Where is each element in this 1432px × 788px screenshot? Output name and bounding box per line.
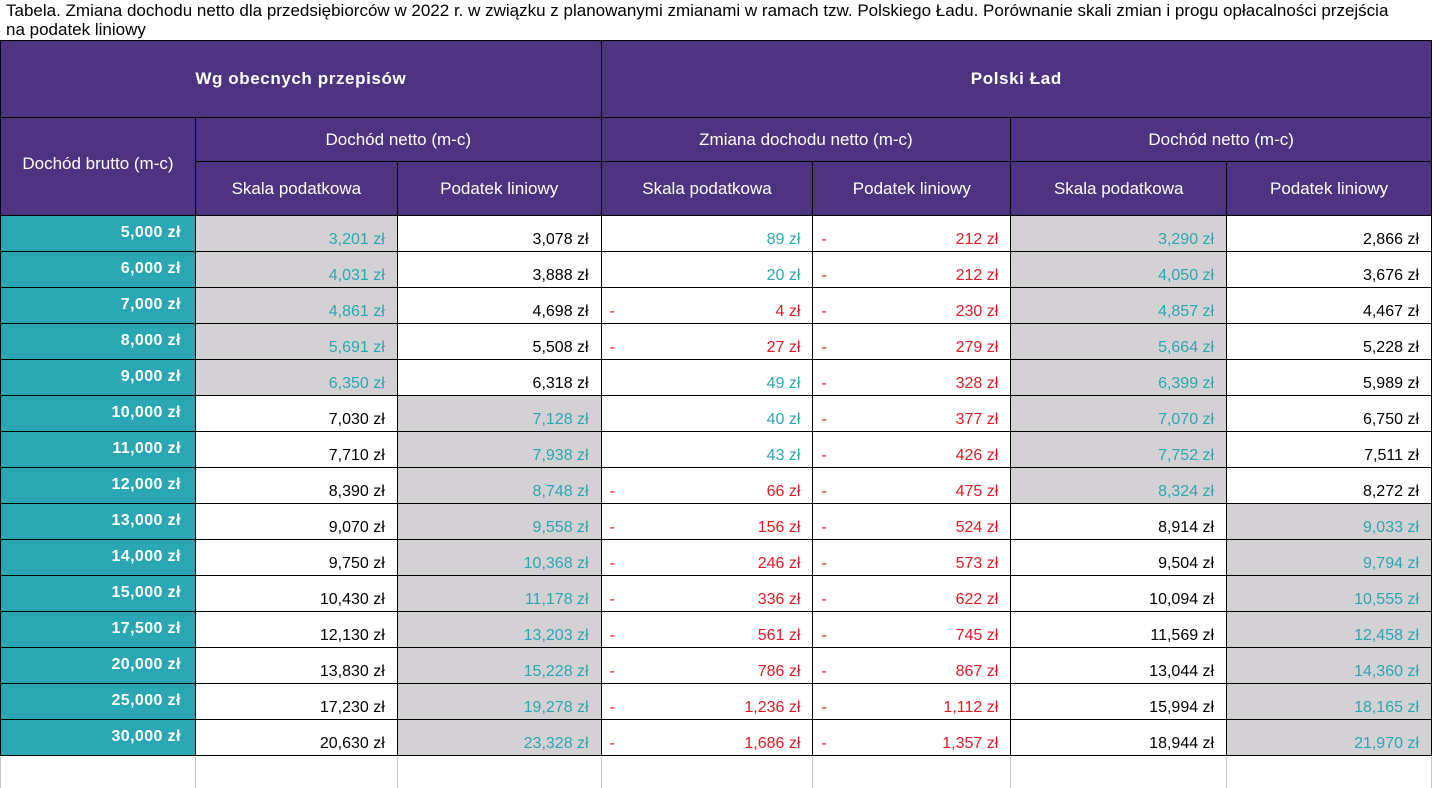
cell-value: 15,228 zł xyxy=(523,663,589,680)
current-linear-cell xyxy=(397,216,601,252)
gross-income-cell: 14,000 zł xyxy=(1,540,196,576)
empty-cell xyxy=(397,756,601,788)
sign-marker: - xyxy=(821,519,827,536)
subheader-linear-current: Podatek liniowy xyxy=(397,162,601,216)
cell-value: 6,750 zł xyxy=(1362,411,1419,428)
change-scale-cell xyxy=(601,432,813,468)
sign-marker: - xyxy=(609,735,615,752)
change-scale-cell xyxy=(601,540,813,576)
polski-lad-scale-cell xyxy=(1011,504,1227,540)
polski-lad-linear-cell xyxy=(1227,504,1432,540)
change-scale-cell xyxy=(601,684,813,720)
subheader-linear-change: Podatek liniowy xyxy=(813,162,1011,216)
change-linear-cell xyxy=(813,612,1011,648)
empty-row xyxy=(1,756,1432,788)
change-linear-cell xyxy=(813,684,1011,720)
cell-value: 20,630 zł xyxy=(319,735,385,752)
cell-value: 10,555 zł xyxy=(1354,591,1419,608)
gross-income-cell: 13,000 zł xyxy=(1,504,196,540)
polski-lad-scale-cell xyxy=(1011,468,1227,504)
sign-marker: - xyxy=(821,231,827,248)
gross-income-cell: 10,000 zł xyxy=(1,396,196,432)
change-scale-cell xyxy=(601,324,813,360)
polski-lad-linear-cell xyxy=(1227,360,1432,396)
cell-value: 4,467 zł xyxy=(1362,303,1419,320)
change-scale-cell xyxy=(601,720,813,756)
sign-marker: - xyxy=(609,303,615,320)
change-linear-cell xyxy=(813,468,1011,504)
income-table xyxy=(0,40,1432,788)
sign-marker: - xyxy=(821,303,827,320)
cell-value: 230 zł xyxy=(955,303,999,320)
cell-value: 49 zł xyxy=(766,375,801,392)
cell-value: 786 zł xyxy=(757,663,801,680)
cell-value: 4,031 zł xyxy=(328,267,385,284)
current-scale-cell xyxy=(195,684,397,720)
cell-value: 12,130 zł xyxy=(319,627,385,644)
sign-marker: - xyxy=(609,663,615,680)
cell-value: 745 zł xyxy=(955,627,999,644)
sign-marker: - xyxy=(821,447,827,464)
gross-income-cell: 6,000 zł xyxy=(1,252,196,288)
change-linear-cell xyxy=(813,324,1011,360)
change-scale-cell xyxy=(601,216,813,252)
cell-value: 7,511 zł xyxy=(1364,447,1419,464)
current-linear-cell xyxy=(397,360,601,396)
cell-value: 212 zł xyxy=(955,231,999,248)
change-linear-cell xyxy=(813,504,1011,540)
current-linear-cell xyxy=(397,684,601,720)
cell-value: 4 zł xyxy=(775,303,801,320)
cell-value: 15,994 zł xyxy=(1149,699,1215,716)
cell-value: 1,236 zł xyxy=(744,699,801,716)
polski-lad-linear-cell xyxy=(1227,324,1432,360)
polski-lad-scale-cell xyxy=(1011,648,1227,684)
cell-value: 4,857 zł xyxy=(1158,303,1215,320)
current-linear-cell xyxy=(397,504,601,540)
cell-value: 9,070 zł xyxy=(328,519,385,536)
table-row xyxy=(1,576,1432,612)
cell-value: 10,430 zł xyxy=(319,591,385,608)
current-linear-cell xyxy=(397,648,601,684)
header-net-income-current: Dochód netto (m-c) xyxy=(195,118,601,162)
current-scale-cell xyxy=(195,360,397,396)
cell-value: 6,350 zł xyxy=(328,375,385,392)
polski-lad-linear-cell xyxy=(1227,252,1432,288)
cell-value: 5,664 zł xyxy=(1158,339,1215,356)
change-scale-cell xyxy=(601,612,813,648)
cell-value: 1,357 zł xyxy=(942,735,999,752)
table-row xyxy=(1,612,1432,648)
polski-lad-linear-cell xyxy=(1227,648,1432,684)
table-row xyxy=(1,216,1432,252)
empty-cell xyxy=(601,756,813,788)
cell-value: 4,698 zł xyxy=(532,303,589,320)
change-linear-cell xyxy=(813,360,1011,396)
current-scale-cell xyxy=(195,288,397,324)
current-scale-cell xyxy=(195,540,397,576)
gross-income-cell: 8,000 zł xyxy=(1,324,196,360)
gross-income-cell: 20,000 zł xyxy=(1,648,196,684)
current-linear-cell xyxy=(397,288,601,324)
cell-value: 4,861 zł xyxy=(328,303,385,320)
cell-value: 8,748 zł xyxy=(532,483,589,500)
polski-lad-scale-cell xyxy=(1011,252,1227,288)
current-linear-cell xyxy=(397,540,601,576)
subheader-scale-current: Skala podatkowa xyxy=(195,162,397,216)
cell-value: 867 zł xyxy=(955,663,999,680)
cell-value: 6,318 zł xyxy=(532,375,589,392)
gross-income-cell: 9,000 zł xyxy=(1,360,196,396)
polski-lad-linear-cell xyxy=(1227,216,1432,252)
change-scale-cell xyxy=(601,468,813,504)
current-linear-cell xyxy=(397,720,601,756)
cell-value: 5,989 zł xyxy=(1362,375,1419,392)
cell-value: 5,508 zł xyxy=(532,339,589,356)
polski-lad-linear-cell xyxy=(1227,576,1432,612)
cell-value: 9,750 zł xyxy=(328,555,385,572)
table-row xyxy=(1,432,1432,468)
change-scale-cell xyxy=(601,360,813,396)
sign-marker: - xyxy=(609,519,615,536)
current-scale-cell xyxy=(195,396,397,432)
empty-cell xyxy=(813,756,1011,788)
polski-lad-scale-cell xyxy=(1011,396,1227,432)
cell-value: 426 zł xyxy=(955,447,999,464)
cell-value: 13,203 zł xyxy=(523,627,589,644)
cell-value: 3,078 zł xyxy=(532,231,589,248)
current-linear-cell xyxy=(397,252,601,288)
sign-marker: - xyxy=(821,591,827,608)
cell-value: 89 zł xyxy=(766,231,801,248)
table-row xyxy=(1,648,1432,684)
polski-lad-linear-cell xyxy=(1227,288,1432,324)
change-scale-cell xyxy=(601,396,813,432)
polski-lad-scale-cell xyxy=(1011,216,1227,252)
sign-marker: - xyxy=(609,339,615,356)
current-scale-cell xyxy=(195,720,397,756)
cell-value: 328 zł xyxy=(955,375,999,392)
current-scale-cell xyxy=(195,648,397,684)
sign-marker: - xyxy=(609,555,615,572)
cell-value: 3,290 zł xyxy=(1158,231,1215,248)
cell-value: 6,399 zł xyxy=(1158,375,1215,392)
table-row xyxy=(1,540,1432,576)
cell-value: 11,178 zł xyxy=(524,591,589,608)
sign-marker: - xyxy=(821,627,827,644)
cell-value: 18,944 zł xyxy=(1149,735,1215,752)
cell-value: 1,686 zł xyxy=(744,735,801,752)
cell-value: 17,230 zł xyxy=(319,699,385,716)
current-linear-cell xyxy=(397,396,601,432)
cell-value: 12,458 zł xyxy=(1354,627,1419,644)
cell-value: 561 zł xyxy=(757,627,801,644)
cell-value: 4,050 zł xyxy=(1158,267,1215,284)
change-linear-cell xyxy=(813,288,1011,324)
header-gross-income: Dochód brutto (m-c) xyxy=(1,118,196,216)
polski-lad-scale-cell xyxy=(1011,612,1227,648)
polski-lad-scale-cell xyxy=(1011,540,1227,576)
cell-value: 7,710 zł xyxy=(328,447,385,464)
cell-value: 377 zł xyxy=(955,411,999,428)
table-row xyxy=(1,684,1432,720)
table-caption: Tabela. Zmiana dochodu netto dla przedsiębiorców w 2022 r. w związku z planowanymi zmianami w ramach tzw. Polskiego Ładu. Porównanie skali zmian i progu opłacalności przejścia na podatek liniowy xyxy=(6,1,1389,39)
cell-value: 3,201 zł xyxy=(328,231,385,248)
header-polski-lad: Polski Ład xyxy=(601,41,1431,118)
cell-value: 279 zł xyxy=(955,339,999,356)
cell-value: 8,914 zł xyxy=(1158,519,1215,536)
change-linear-cell xyxy=(813,576,1011,612)
sign-marker: - xyxy=(821,375,827,392)
cell-value: 8,272 zł xyxy=(1362,483,1419,500)
polski-lad-linear-cell xyxy=(1227,432,1432,468)
empty-cell xyxy=(1,756,196,788)
cell-value: 18,165 zł xyxy=(1354,699,1419,716)
cell-value: 1,112 zł xyxy=(943,699,999,716)
table-row xyxy=(1,504,1432,540)
cell-value: 19,278 zł xyxy=(523,699,589,716)
cell-value: 5,691 zł xyxy=(328,339,385,356)
change-scale-cell xyxy=(601,288,813,324)
cell-value: 336 zł xyxy=(757,591,801,608)
empty-cell xyxy=(195,756,397,788)
cell-value: 21,970 zł xyxy=(1354,735,1419,752)
current-scale-cell xyxy=(195,576,397,612)
polski-lad-linear-cell xyxy=(1227,612,1432,648)
cell-value: 212 zł xyxy=(955,267,999,284)
cell-value: 156 zł xyxy=(757,519,801,536)
change-linear-cell xyxy=(813,540,1011,576)
change-linear-cell xyxy=(813,648,1011,684)
header-net-income-polski-lad: Dochód netto (m-c) xyxy=(1011,118,1432,162)
polski-lad-scale-cell xyxy=(1011,684,1227,720)
sign-marker: - xyxy=(821,555,827,572)
subheader-scale-change: Skala podatkowa xyxy=(601,162,813,216)
change-linear-cell xyxy=(813,252,1011,288)
sign-marker: - xyxy=(821,663,827,680)
cell-value: 43 zł xyxy=(766,447,801,464)
change-linear-cell xyxy=(813,432,1011,468)
sign-marker: - xyxy=(609,699,615,716)
cell-value: 8,324 zł xyxy=(1158,483,1215,500)
cell-value: 246 zł xyxy=(757,555,801,572)
sign-marker: - xyxy=(821,267,827,284)
table-row xyxy=(1,468,1432,504)
subheader-scale-polski-lad: Skala podatkowa xyxy=(1011,162,1227,216)
sign-marker: - xyxy=(821,699,827,716)
polski-lad-linear-cell xyxy=(1227,720,1432,756)
cell-value: 23,328 zł xyxy=(523,735,589,752)
cell-value: 5,228 zł xyxy=(1362,339,1419,356)
polski-lad-scale-cell xyxy=(1011,720,1227,756)
gross-income-cell: 5,000 zł xyxy=(1,216,196,252)
polski-lad-linear-cell xyxy=(1227,540,1432,576)
cell-value: 9,504 zł xyxy=(1158,555,1215,572)
current-scale-cell xyxy=(195,252,397,288)
table-row xyxy=(1,324,1432,360)
gross-income-cell: 30,000 zł xyxy=(1,720,196,756)
cell-value: 10,094 zł xyxy=(1149,591,1215,608)
header-net-change: Zmiana dochodu netto (m-c) xyxy=(601,118,1011,162)
change-linear-cell xyxy=(813,396,1011,432)
change-scale-cell xyxy=(601,576,813,612)
table-row xyxy=(1,360,1432,396)
cell-value: 475 zł xyxy=(955,483,999,500)
current-linear-cell xyxy=(397,324,601,360)
cell-value: 20 zł xyxy=(766,267,801,284)
current-scale-cell xyxy=(195,324,397,360)
cell-value: 2,866 zł xyxy=(1362,231,1419,248)
table-row xyxy=(1,252,1432,288)
change-scale-cell xyxy=(601,252,813,288)
gross-income-cell: 15,000 zł xyxy=(1,576,196,612)
cell-value: 27 zł xyxy=(766,339,801,356)
polski-lad-scale-cell xyxy=(1011,360,1227,396)
cell-value: 13,044 zł xyxy=(1149,663,1215,680)
change-scale-cell xyxy=(601,648,813,684)
sign-marker: - xyxy=(821,483,827,500)
cell-value: 14,360 zł xyxy=(1354,663,1419,680)
cell-value: 9,033 zł xyxy=(1362,519,1419,536)
cell-value: 40 zł xyxy=(766,411,801,428)
gross-income-cell: 11,000 zł xyxy=(1,432,196,468)
sign-marker: - xyxy=(821,735,827,752)
current-scale-cell xyxy=(195,468,397,504)
polski-lad-linear-cell xyxy=(1227,468,1432,504)
cell-value: 622 zł xyxy=(955,591,999,608)
polski-lad-linear-cell xyxy=(1227,396,1432,432)
cell-value: 8,390 zł xyxy=(328,483,385,500)
subheader-linear-polski-lad: Podatek liniowy xyxy=(1227,162,1432,216)
cell-value: 13,830 zł xyxy=(319,663,385,680)
gross-income-cell: 17,500 zł xyxy=(1,612,196,648)
cell-value: 9,558 zł xyxy=(532,519,589,536)
sign-marker: - xyxy=(609,483,615,500)
change-scale-cell xyxy=(601,504,813,540)
current-scale-cell xyxy=(195,504,397,540)
current-linear-cell xyxy=(397,468,601,504)
cell-value: 524 zł xyxy=(955,519,999,536)
current-linear-cell xyxy=(397,612,601,648)
polski-lad-scale-cell xyxy=(1011,288,1227,324)
polski-lad-linear-cell xyxy=(1227,684,1432,720)
cell-value: 7,128 zł xyxy=(532,411,589,428)
cell-value: 573 zł xyxy=(955,555,999,572)
polski-lad-scale-cell xyxy=(1011,324,1227,360)
sign-marker: - xyxy=(609,591,615,608)
cell-value: 9,794 zł xyxy=(1362,555,1419,572)
table-row xyxy=(1,720,1432,756)
sign-marker: - xyxy=(821,339,827,356)
current-scale-cell xyxy=(195,216,397,252)
cell-value: 66 zł xyxy=(766,483,801,500)
table-row xyxy=(1,288,1432,324)
polski-lad-scale-cell xyxy=(1011,576,1227,612)
cell-value: 7,752 zł xyxy=(1158,447,1215,464)
cell-value: 7,938 zł xyxy=(532,447,589,464)
cell-value: 7,030 zł xyxy=(328,411,385,428)
current-linear-cell xyxy=(397,576,601,612)
cell-value: 10,368 zł xyxy=(523,555,589,572)
sign-marker: - xyxy=(821,411,827,428)
cell-value: 3,888 zł xyxy=(532,267,589,284)
empty-cell xyxy=(1011,756,1227,788)
change-linear-cell xyxy=(813,720,1011,756)
cell-value: 11,569 zł xyxy=(1150,627,1215,644)
sign-marker: - xyxy=(609,627,615,644)
empty-cell xyxy=(1227,756,1432,788)
cell-value: 7,070 zł xyxy=(1158,411,1215,428)
current-linear-cell xyxy=(397,432,601,468)
cell-value: 3,676 zł xyxy=(1362,267,1419,284)
gross-income-cell: 25,000 zł xyxy=(1,684,196,720)
gross-income-cell: 7,000 zł xyxy=(1,288,196,324)
change-linear-cell xyxy=(813,216,1011,252)
polski-lad-scale-cell xyxy=(1011,432,1227,468)
gross-income-cell: 12,000 zł xyxy=(1,468,196,504)
current-scale-cell xyxy=(195,432,397,468)
table-row xyxy=(1,396,1432,432)
current-scale-cell xyxy=(195,612,397,648)
header-current-rules: Wg obecnych przepisów xyxy=(1,41,602,118)
